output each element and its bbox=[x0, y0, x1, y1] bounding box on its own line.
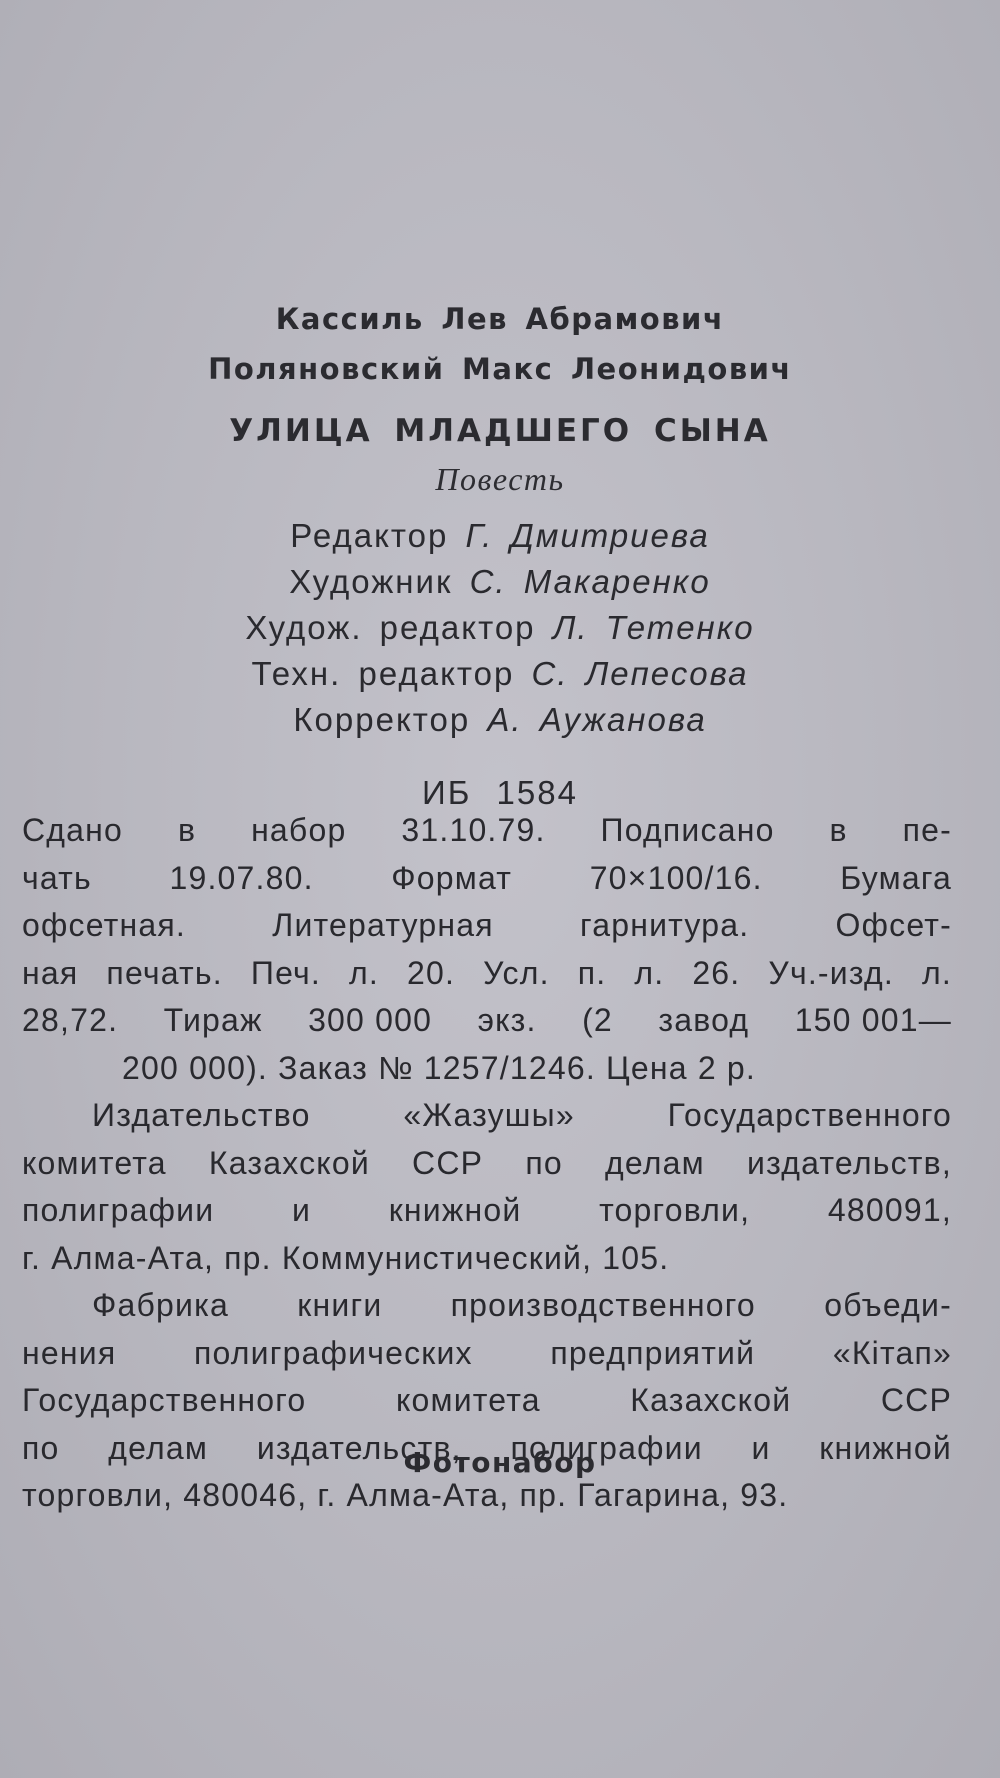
imprint-line bbox=[92, 1097, 952, 1134]
imprint-word: Государственного bbox=[22, 1382, 307, 1418]
imprint-word: Печ. bbox=[250, 955, 321, 991]
imprint-word: книжной bbox=[819, 1430, 952, 1466]
imprint-word: чать bbox=[22, 860, 92, 896]
imprint-word: Издательство bbox=[92, 1097, 311, 1133]
credit-role: Корректор bbox=[293, 701, 471, 738]
imprint-word: г. Алма-Ата, пр. Коммунистический, 105. bbox=[22, 1240, 670, 1276]
imprint-word: торговли, bbox=[599, 1192, 751, 1228]
imprint-word: нения bbox=[22, 1335, 117, 1371]
imprint-word: 20. bbox=[407, 955, 456, 991]
credit-editor bbox=[0, 517, 1000, 555]
imprint-word: по bbox=[525, 1145, 563, 1181]
imprint-line bbox=[22, 1335, 952, 1372]
imprint-word: ССР bbox=[412, 1145, 484, 1181]
imprint-word: л. bbox=[634, 955, 665, 991]
imprint-word: Государственного bbox=[667, 1097, 952, 1133]
imprint-word: по bbox=[22, 1430, 60, 1466]
credit-role: Техн. редактор bbox=[251, 655, 515, 692]
imprint-word: издательств, bbox=[747, 1145, 952, 1181]
imprint-word: книги bbox=[297, 1287, 383, 1323]
imprint-line bbox=[22, 1002, 952, 1039]
imprint-word: Усл. bbox=[483, 955, 550, 991]
imprint-word: полиграфии bbox=[22, 1192, 215, 1228]
imprint-word: Фабрика bbox=[92, 1287, 230, 1323]
imprint-word: и bbox=[751, 1430, 771, 1466]
imprint-word: «Кітап» bbox=[832, 1335, 952, 1371]
imprint-word: комитета bbox=[395, 1382, 541, 1418]
imprint-line bbox=[122, 1050, 952, 1087]
credit-tech-editor bbox=[0, 655, 1000, 693]
imprint-word: офсетная. bbox=[22, 907, 187, 943]
genre-label: Повесть bbox=[435, 461, 565, 497]
author-name-1: Кассиль Лев Абрамович bbox=[275, 302, 725, 336]
imprint-word: завод bbox=[658, 1002, 750, 1038]
book-title: УЛИЦА МЛАДШЕГО СЫНА bbox=[229, 413, 771, 449]
imprint-word: книжной bbox=[388, 1192, 522, 1228]
imprint-word: 300 000 bbox=[308, 1002, 433, 1038]
imprint-word: и bbox=[291, 1192, 312, 1228]
imprint-word: комитета bbox=[22, 1145, 167, 1181]
imprint-word: торговли, 480046, г. Алма-Ата, пр. Гагарина, 93. bbox=[22, 1477, 789, 1513]
imprint-line bbox=[22, 1240, 952, 1277]
imprint-word: 150 001— bbox=[794, 1002, 952, 1038]
imprint-word: гарнитура. bbox=[580, 907, 750, 943]
imprint-word: 480091, bbox=[827, 1192, 952, 1228]
imprint-word: Бумага bbox=[840, 860, 952, 896]
ib-number: ИБ 1584 bbox=[422, 774, 578, 811]
imprint-word: в bbox=[177, 812, 197, 848]
imprint-line bbox=[22, 1477, 952, 1514]
imprint-word: печать. bbox=[106, 955, 223, 991]
imprint-word: издательств, bbox=[256, 1430, 462, 1466]
imprint-word: п. bbox=[577, 955, 607, 991]
imprint-line bbox=[92, 1287, 952, 1324]
imprint-word: делам bbox=[605, 1145, 705, 1181]
credit-name: А. Аужанова bbox=[487, 701, 707, 738]
imprint-word: (2 bbox=[582, 1002, 613, 1038]
credit-name: С. Лепесова bbox=[531, 655, 749, 692]
credit-name: С. Макаренко bbox=[469, 563, 711, 600]
imprint-word: Тираж bbox=[163, 1002, 263, 1038]
imprint-line bbox=[22, 907, 952, 944]
imprint-word: 26. bbox=[692, 955, 741, 991]
imprint-line bbox=[22, 860, 952, 897]
imprint-word: в bbox=[829, 812, 848, 848]
imprint-word: ная bbox=[22, 955, 79, 991]
credit-role: Художник bbox=[289, 563, 453, 600]
imprint-line bbox=[22, 955, 952, 992]
imprint-line bbox=[22, 1145, 952, 1182]
imprint-word: 31.10.79. bbox=[401, 812, 546, 848]
imprint-word: 200 000). Заказ № 1257/1246. Цена 2 р. bbox=[122, 1050, 757, 1086]
imprint-word: Уч.-изд. bbox=[768, 955, 894, 991]
imprint-word: 19.07.80. bbox=[169, 860, 314, 896]
credit-role: Худож. редактор bbox=[245, 609, 536, 646]
credit-proofreader bbox=[0, 701, 1000, 739]
imprint-word: Формат bbox=[391, 860, 513, 896]
imprint-word: Литературная bbox=[272, 907, 494, 943]
credit-name: Л. Тетенко bbox=[552, 609, 755, 646]
imprint-word: Сдано bbox=[22, 812, 124, 848]
imprint-word: пе- bbox=[902, 812, 952, 848]
imprint-word: 70×100/16. bbox=[589, 860, 763, 896]
imprint-word: 28,72. bbox=[22, 1002, 119, 1038]
imprint-word: «Жазушы» bbox=[403, 1097, 575, 1133]
imprint-line bbox=[22, 812, 952, 849]
imprint-word: Офсет- bbox=[835, 907, 952, 943]
imprint-word: л. bbox=[349, 955, 379, 991]
credit-role: Редактор bbox=[290, 517, 449, 554]
imprint-word: полиграфии bbox=[510, 1430, 703, 1466]
credit-artist bbox=[0, 563, 1000, 601]
imprint-word: Казахской bbox=[208, 1145, 370, 1181]
author-name-2: Поляновский Макс Леонидович bbox=[208, 352, 792, 386]
imprint-word: ССР bbox=[880, 1382, 952, 1418]
imprint-word: делам bbox=[108, 1430, 209, 1466]
imprint-word: предприятий bbox=[550, 1335, 756, 1371]
imprint-word: л. bbox=[922, 955, 952, 991]
imprint-word: экз. bbox=[477, 1002, 537, 1038]
imprint-word: объеди- bbox=[824, 1287, 952, 1323]
credit-art-editor bbox=[0, 609, 1000, 647]
imprint-word: полиграфических bbox=[193, 1335, 473, 1371]
imprint-line bbox=[22, 1192, 952, 1229]
imprint-line bbox=[22, 1382, 952, 1419]
typesetting-note: Фотонабор bbox=[403, 1446, 597, 1479]
credit-name: Г. Дмитриева bbox=[465, 517, 710, 554]
imprint-word: Казахской bbox=[630, 1382, 792, 1418]
imprint-word: производственного bbox=[450, 1287, 756, 1323]
imprint-word: набор bbox=[251, 812, 347, 848]
imprint-word: Подписано bbox=[600, 812, 775, 848]
